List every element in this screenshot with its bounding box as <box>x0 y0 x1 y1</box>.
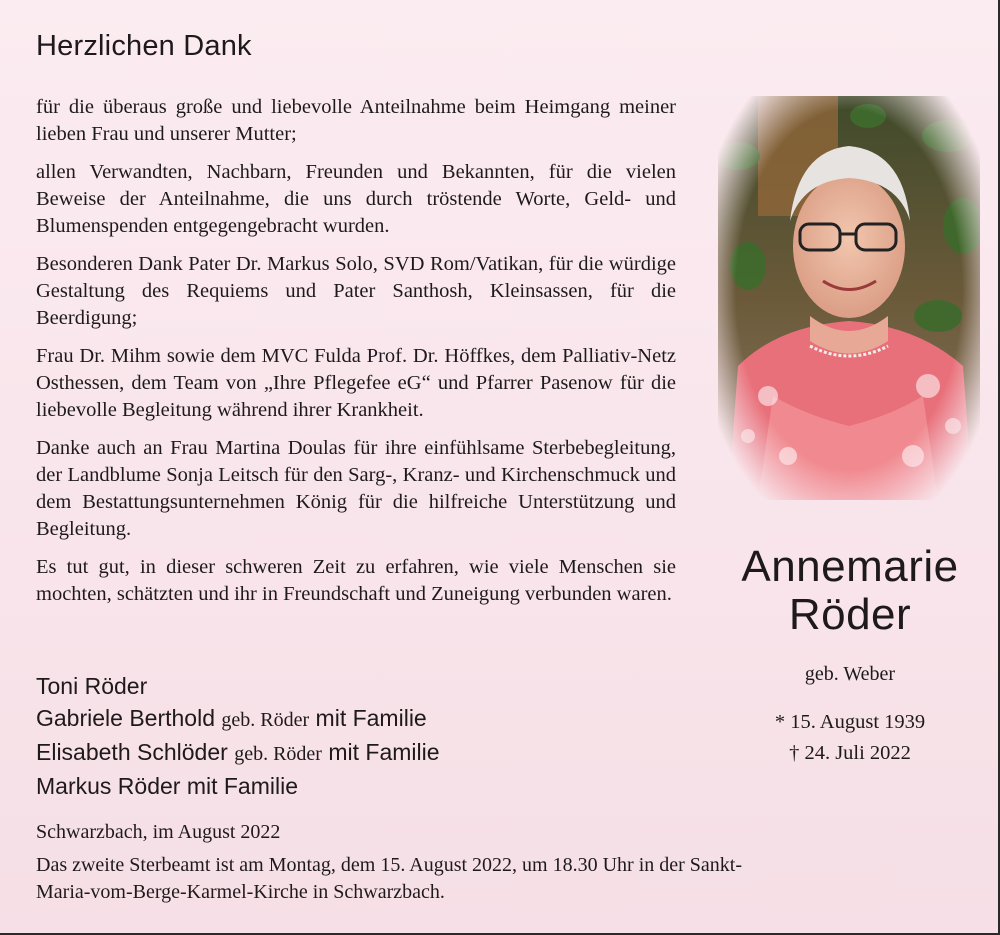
signer-suffix: mit Familie <box>315 705 427 731</box>
signer-name: Elisabeth Schlöder <box>36 739 228 765</box>
signer <box>36 670 676 702</box>
birth-date: * 15. August 1939 <box>774 711 926 733</box>
deceased-maiden-name: geb. Weber <box>804 663 896 685</box>
thanks-text <box>36 94 676 619</box>
signer-name: Gabriele Berthold <box>36 705 215 731</box>
paragraph: für die überaus große und liebevolle Anteilnahme beim Heimgang meiner lieben Frau und unserer Mutter; <box>36 96 676 145</box>
paragraph: Danke auch an Frau Martina Doulas für ihre einfühlsame Sterbebegleitung, der Landblume Sonja Leitsch für den Sarg-, Kranz- und Kirchenschmuck und dem Bestattungsunternehmen König für die hilfreiche Unterstützung und Begleitung. <box>36 437 676 540</box>
service-notice: Das zweite Sterbeamt ist am Montag, dem 15. August 2022, um 18.30 Uhr in der Sankt-Maria-vom-Berge-Karmel-Kirche in Schwarzbach. <box>36 854 743 903</box>
signer-suffix: mit Familie <box>328 739 440 765</box>
signer-maiden-name: geb. Röder <box>221 709 310 731</box>
signer-name: Markus Röder <box>36 773 181 799</box>
signer <box>36 702 676 736</box>
signer <box>36 770 676 802</box>
life-dates <box>710 707 990 769</box>
paragraph: Besonderen Dank Pater Dr. Markus Solo, SVD Rom/Vatikan, für die würdige Gestaltung des Requiems und Pater Santhosh, Kleinsassen, für die Beerdigung; <box>36 253 676 329</box>
paragraph: allen Verwandten, Nachbarn, Freunden und Bekannten, für die vielen Beweise der Anteilnahme, die uns durch tröstende Worte, Geld- und Blumenspenden entgegengebracht wurden. <box>36 161 676 237</box>
place-date: Schwarzbach, im August 2022 <box>36 821 281 843</box>
paragraph: Frau Dr. Mihm sowie dem MVC Fulda Prof. Dr. Höffkes, dem Palliativ-Netz Osthessen, dem Team von „Ihre Pflegefee eG“ und Pfarrer Pasenow für die liebevolle Begleitung während ihrer Krankheit. <box>36 345 676 421</box>
deceased-last-name: Röder <box>788 590 912 639</box>
signers-list <box>36 670 676 802</box>
heading: Herzlichen Dank <box>36 30 252 62</box>
portrait-image <box>718 96 980 500</box>
death-date: † 24. Juli 2022 <box>789 742 911 764</box>
deceased-first-name: Annemarie <box>741 542 959 591</box>
portrait-photo <box>718 96 980 500</box>
signer-name: Toni Röder <box>36 673 148 699</box>
signer-maiden-name: geb. Röder <box>234 743 322 765</box>
signer-suffix: mit Familie <box>186 773 298 799</box>
deceased-info <box>710 543 990 769</box>
signer <box>36 736 676 770</box>
paragraph: Es tut gut, in dieser schweren Zeit zu erfahren, wie viele Menschen sie mochten, schätzten und ihr in Freundschaft und Zuneigung verbunden waren. <box>36 556 676 605</box>
